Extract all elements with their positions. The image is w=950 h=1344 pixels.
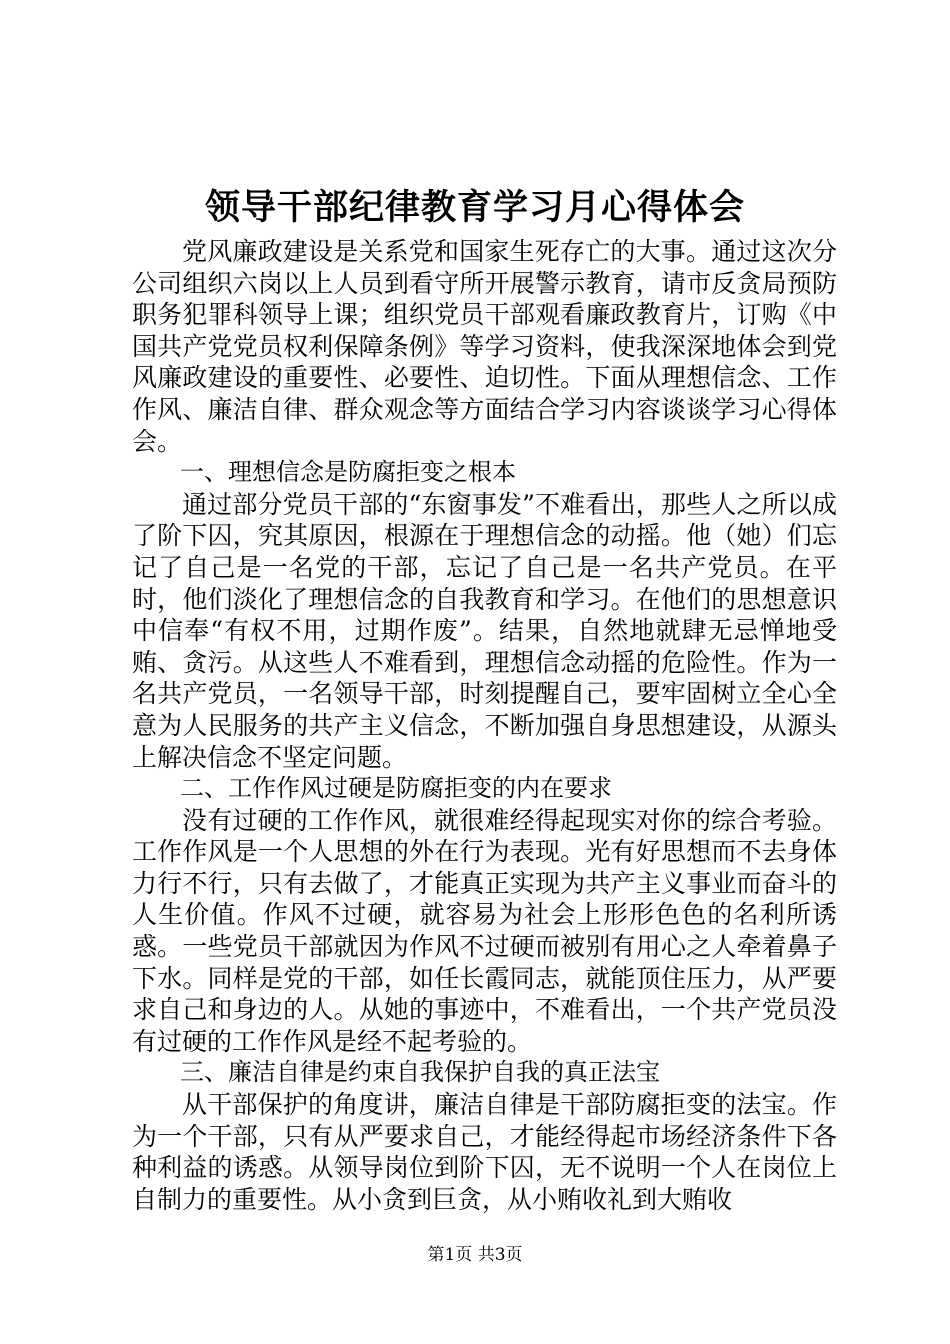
section-heading-1: 一、理想信念是防腐拒变之根本: [180, 458, 516, 487]
paragraph-section-3: 从干部保护的角度讲，廉洁自律是干部防腐拒变的法宝。作为一个干部，只有从严要求自己，才能经得起市场经济条件下各种利益的诱惑。从领导岗位到阶下囚，无不说明一个人在岗位上自制力的重要性。从小贪到巨贪，从小贿收礼到大贿收: [132, 1090, 837, 1214]
section-heading-2: 二、工作作风过硬是防腐拒变的内在要求: [180, 774, 612, 803]
page-footer: 第1页 共3页: [427, 1245, 523, 1265]
paragraph-section-1: 通过部分党员干部的“东窗事发”不难看出，那些人之所以成了阶下囚，究其原因，根源在于理想信念的动摇。他（她）们忘记了自己是一名党的干部，忘记了自己是一名共产党员。在平时，他们淡化了理想信念的自我教育和学习。在他们的思想意识中信奉“有权不用，过期作废”。结果，自然地就肆无忌惮地受贿、贪污。从这些人不难看到，理想信念动摇的危险性。作为一名共产党员，一名领导干部，时刻提醒自己，要牢固树立全心全意为人民服务的共产主义信念，不断加强自身思想建设，从源头上解决信念不坚定问题。: [132, 489, 837, 772]
paragraph-intro: 党风廉政建设是关系党和国家生死存亡的大事。通过这次分公司组织六岗以上人员到看守所开展警示教育，请市反贪局预防职务犯罪科领导上课；组织党员干部观看廉政教育片，订购《中国共产党党员权利保障条例》等学习资料，使我深深地体会到党风廉政建设的重要性、必要性、迫切性。下面从理想信念、工作作风、廉洁自律、群众观念等方面结合学习内容谈谈学习心得体会。: [132, 237, 837, 456]
paragraph-section-2: 没有过硬的工作作风，就很难经得起现实对你的综合考验。工作作风是一个人思想的外在行为表现。光有好思想而不去身体力行不行，只有去做了，才能真正实现为共产主义事业而奋斗的人生价值。作风不过硬，就容易为社会上形形色色的名利所诱惑。一些党员干部就因为作风不过硬而被别有用心之人牵着鼻子下水。同样是党的干部，如任长霞同志，就能顶住压力，从严要求自己和身边的人。从她的事迹中，不难看出，一个共产党员没有过硬的工作作风是经不起考验的。: [132, 805, 837, 1056]
document-title: 领导干部纪律教育学习月心得体会: [204, 187, 745, 228]
section-heading-3: 三、廉洁自律是约束自我保护自我的真正法宝: [180, 1058, 660, 1087]
document-body: [132, 236, 837, 1215]
